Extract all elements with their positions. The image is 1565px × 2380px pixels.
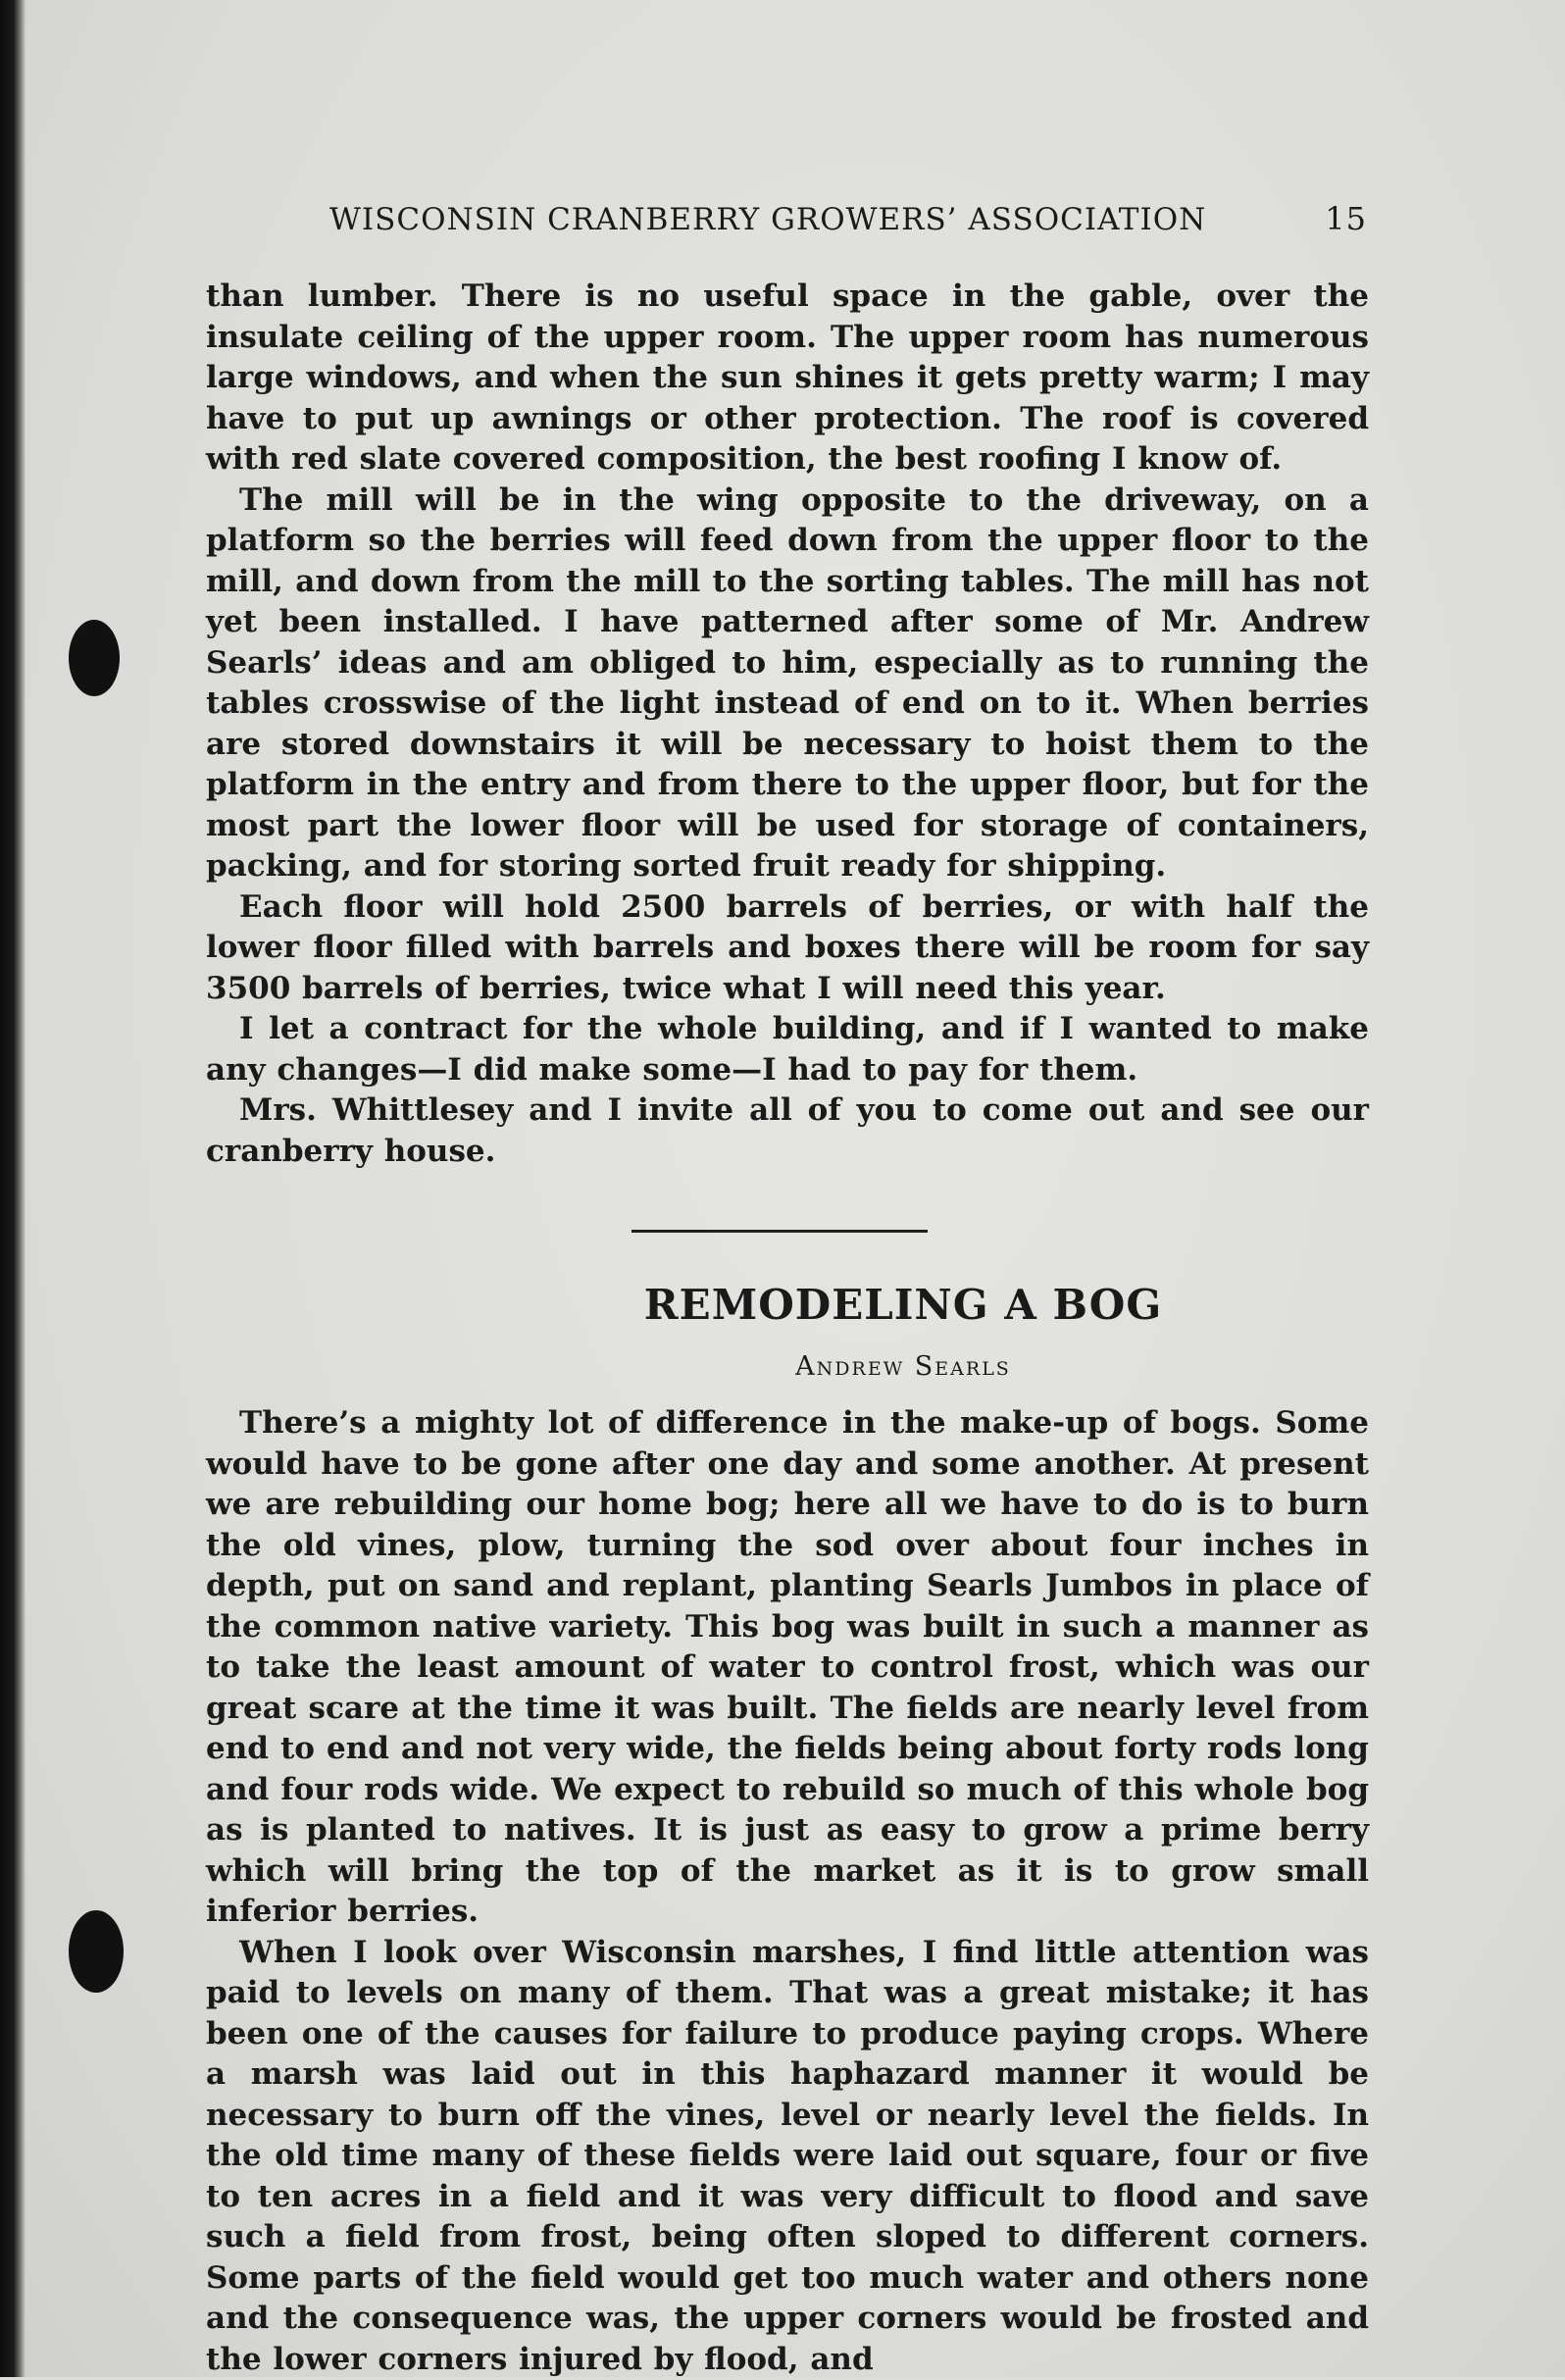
paragraph: than lumber. There is no useful space in the gable, over the insulate ceiling of the upper room. The upper room has numerous large windows, and when the sun shines it gets pretty warm; I may have to put up awnings or other protection. The roof is covered with red slate covered composition, the best roofing I know of. xyxy=(206,277,1369,481)
running-title: WISCONSIN CRANBERRY GROWERS’ ASSOCIATION xyxy=(329,202,1206,237)
paragraph: When I look over Wisconsin marshes, I find little attention was paid to levels on many of them. That was a great mistake; it has been one of the causes for failure to produce paying crops. Where a marsh was laid out in this haphazard manner it would be necessary to burn off the vines, level or nearly level the fields. In the old time many of these fields were laid out square, four or five to ten acres in a field and it was very difficult to flood and save such a field from frost, being often sloped to different corners. Some parts of the field would get too much water and others none and the consequence was, the upper corners would be frosted and the lower corners injured by flood, and xyxy=(206,1933,1369,2380)
binding-hole-top xyxy=(69,620,120,696)
book-page xyxy=(25,0,1565,2377)
running-head xyxy=(329,200,1373,249)
article-body xyxy=(206,1403,1369,2380)
paragraph: There’s a mighty lot of difference in the make-up of bogs. Some would have to be gone after one day and some another. At present we are rebuilding our home bog; here all we have to do is to burn the old vines, plow, turning the sod over about four inches in depth, put on sand and replant, planting Searls Jumbos in place of the common native variety. This bog was built in such a manner as to take the least amount of water to control frost, which was our great scare at the time it was built. The fields are nearly level from end to end and not very wide, the fields being about forty rods long and four rods wide. We expect to rebuild so much of this whole bog as is planted to natives. It is just as easy to grow a prime berry which will bring the top of the market as it is to grow small inferior berries. xyxy=(206,1403,1369,1933)
section-divider xyxy=(631,1230,928,1233)
paragraph: I let a contract for the whole building, and if I wanted to make any changes—I did make some—I had to pay for them. xyxy=(206,1009,1369,1090)
article-title: REMODELING A BOG xyxy=(25,1281,1565,1329)
previous-article-text xyxy=(206,277,1369,1172)
article-author: Andrew Searls xyxy=(25,1351,1565,1382)
paragraph: Mrs. Whittlesey and I invite all of you to come out and see our cranberry house. xyxy=(206,1090,1369,1172)
binding-hole-bottom xyxy=(69,1910,124,1993)
paragraph: The mill will be in the wing opposite to the driveway, on a platform so the berries will feed down from the upper floor to the mill, and down from the mill to the sorting tables. The mill has not yet been installed. I have patterned after some of Mr. Andrew Searls’ ideas and am obliged to him, especially as to running the tables crosswise of the light instead of end on to it. When berries are stored downstairs it will be necessary to hoist them to the platform in the entry and from there to the upper floor, but for the most part the lower floor will be used for storage of containers, packing, and for storing sorted fruit ready for shipping. xyxy=(206,481,1369,887)
paragraph: Each floor will hold 2500 barrels of berries, or with half the lower floor filled with barrels and boxes there will be room for say 3500 barrels of berries, twice what I will need this year. xyxy=(206,887,1369,1010)
page-number: 15 xyxy=(1325,200,1373,237)
scan-binding-edge xyxy=(0,0,25,2377)
